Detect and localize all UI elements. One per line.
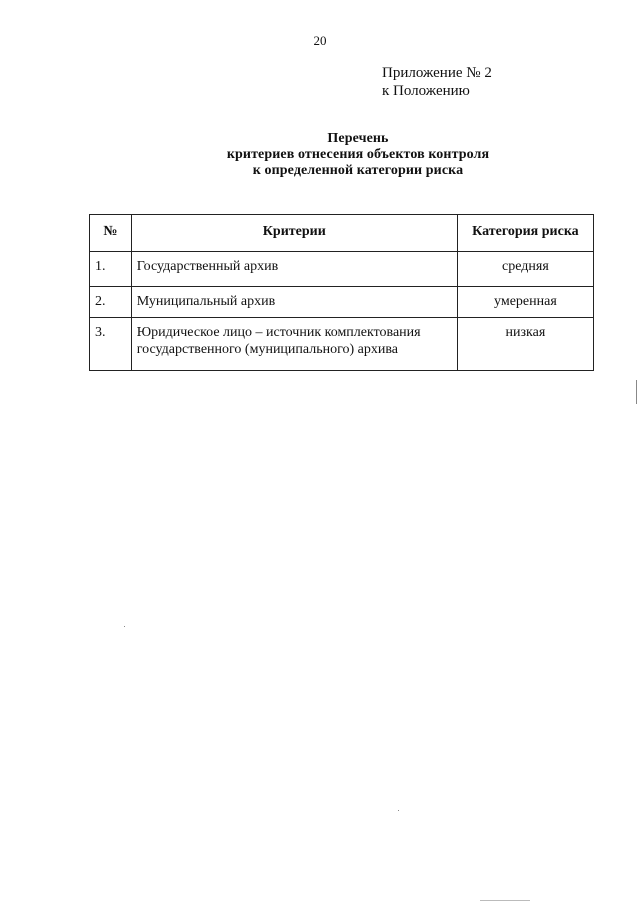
row-criteria: Государственный архив — [131, 252, 457, 287]
title-line-2: критериев отнесения объектов контроля — [226, 147, 490, 162]
document-title — [0, 131, 640, 179]
row-criteria: Муниципальный архив — [131, 287, 457, 318]
row-category: низкая — [457, 318, 593, 371]
appendix-regulation: к Положению — [382, 83, 470, 99]
scan-mark — [398, 810, 399, 811]
row-criteria: Юридическое лицо – источник комплектования государственного (муниципального) архива — [131, 318, 457, 371]
header-category: Категория риска — [457, 215, 593, 252]
scan-mark — [636, 380, 637, 404]
table-header-row — [90, 215, 594, 252]
title-line-1: Перечень — [327, 131, 389, 146]
title-line-3: к определенной категории риска — [252, 163, 464, 178]
risk-criteria-table — [89, 214, 594, 371]
row-num: 1. — [90, 252, 132, 287]
row-category: умеренная — [457, 287, 593, 318]
row-num: 2. — [90, 287, 132, 318]
page-number: 20 — [313, 33, 327, 48]
row-category: средняя — [457, 252, 593, 287]
appendix-reference — [382, 64, 492, 100]
table-row — [90, 318, 594, 371]
table-row — [90, 252, 594, 287]
header-criteria: Критерии — [131, 215, 457, 252]
table-row — [90, 287, 594, 318]
header-num: № — [90, 215, 132, 252]
scan-mark — [480, 900, 530, 901]
appendix-number: Приложение № 2 — [382, 65, 492, 81]
row-num: 3. — [90, 318, 132, 371]
scan-mark — [124, 626, 125, 627]
